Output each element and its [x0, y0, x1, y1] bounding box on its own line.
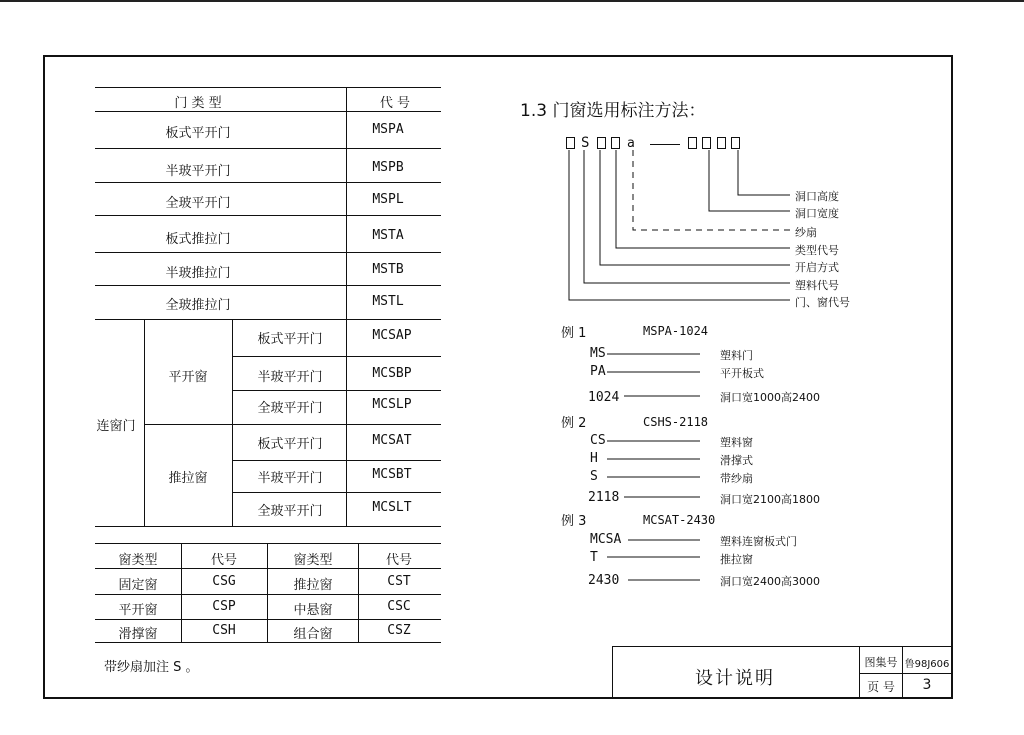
- win-cell: 推拉窗: [293, 578, 333, 593]
- example-key: 2118: [588, 490, 620, 505]
- atlas-label: 图集号: [864, 656, 898, 669]
- win-cell: CSZ: [387, 623, 411, 638]
- example-key: T: [590, 550, 598, 565]
- example-code: MSPA-1024: [643, 324, 709, 338]
- pattern-label: 洞口高度: [795, 190, 839, 203]
- win-cell: CSH: [212, 623, 236, 638]
- win-header: 代号: [210, 553, 238, 568]
- example-code: CSHS-2118: [643, 415, 709, 429]
- drawing-title: 设计说明: [695, 668, 775, 689]
- example-key: MCSA: [590, 532, 622, 547]
- pattern-label: 门、窗代号: [795, 296, 850, 309]
- example-key: H: [590, 451, 598, 466]
- door-row-code: MSTL: [372, 294, 404, 309]
- example-code: MCSAT-2430: [643, 513, 716, 527]
- example-value: 滑撑式: [720, 454, 753, 467]
- door-row-type: 全玻推拉门: [165, 298, 231, 313]
- example-value: 洞口宽1000高2400: [720, 391, 820, 404]
- pattern-a: a: [627, 136, 635, 151]
- example-key: 1024: [588, 390, 620, 405]
- screen-note: 带纱扇加注 S 。: [104, 660, 199, 675]
- pattern-label: 开启方式: [795, 261, 839, 274]
- atlas-value: 鲁98J606: [904, 659, 950, 670]
- door-header-type: 门 类 型: [174, 96, 222, 111]
- win-header: 窗类型: [293, 553, 333, 568]
- lc-row-code: MCSAP: [372, 328, 412, 343]
- win-cell: CSG: [212, 574, 236, 589]
- example-value: 推拉窗: [720, 553, 753, 566]
- example-key: CS: [590, 433, 606, 448]
- win-cell: CST: [387, 574, 411, 589]
- lc-row-type: 半玻平开门: [257, 370, 323, 385]
- lianchuang-group-label: 连窗门: [96, 419, 136, 434]
- lc-row-type: 全玻平开门: [257, 401, 323, 416]
- door-row-code: MSPL: [372, 192, 404, 207]
- lc-row-code: MCSLT: [372, 500, 412, 515]
- example-value: 带纱扇: [720, 472, 753, 485]
- win-cell: CSP: [212, 599, 236, 614]
- lc-row-code: MCSLP: [372, 397, 412, 412]
- example-label: 例 1: [561, 326, 587, 341]
- win-cell: 固定窗: [118, 578, 158, 593]
- win-header: 窗类型: [118, 553, 158, 568]
- lc-row-type: 板式平开门: [257, 437, 323, 452]
- win-header: 代号: [385, 553, 413, 568]
- page-value: 3: [922, 677, 932, 693]
- tui-window-label: 推拉窗: [168, 471, 208, 486]
- example-key: PA: [590, 364, 606, 379]
- lc-row-code: MCSBP: [372, 366, 412, 381]
- win-cell: 滑撑窗: [118, 627, 158, 642]
- example-value: 塑料连窗板式门: [720, 535, 797, 548]
- example-value: 平开板式: [720, 367, 764, 380]
- lc-row-code: MCSAT: [372, 433, 412, 448]
- lc-row-type: 全玻平开门: [257, 504, 323, 519]
- win-cell: CSC: [387, 599, 411, 614]
- door-row-code: MSTB: [372, 262, 404, 277]
- win-cell: 组合窗: [293, 627, 333, 642]
- win-cell: 平开窗: [118, 603, 158, 618]
- example-key: S: [590, 469, 598, 484]
- ping-window-label: 平开窗: [168, 370, 208, 385]
- win-cell: 中悬窗: [293, 603, 333, 618]
- pattern-label: 纱扇: [795, 226, 817, 239]
- example-value: 塑料窗: [720, 436, 753, 449]
- lc-row-type: 半玻平开门: [257, 471, 323, 486]
- pattern-s: S: [581, 135, 590, 151]
- example-value: 洞口宽2100高1800: [720, 493, 820, 506]
- section-title: 1.3 门窗选用标注方法：: [520, 101, 706, 121]
- example-label: 例 3: [561, 514, 587, 529]
- lc-row-type: 板式平开门: [257, 332, 323, 347]
- door-row-type: 半玻推拉门: [165, 266, 231, 281]
- door-row-type: 半玻平开门: [165, 164, 231, 179]
- example-key: 2430: [588, 573, 620, 588]
- door-row-code: MSPB: [372, 160, 404, 175]
- page-label: 页 号: [867, 680, 895, 694]
- door-header-code: 代 号: [379, 96, 411, 111]
- pattern-label: 洞口宽度: [795, 207, 839, 220]
- pattern-label: 塑料代号: [795, 279, 839, 292]
- example-key: MS: [590, 346, 606, 361]
- example-label: 例 2: [561, 416, 587, 431]
- example-value: 洞口宽2400高3000: [720, 575, 820, 588]
- door-row-code: MSTA: [372, 228, 404, 243]
- door-row-type: 板式平开门: [165, 126, 231, 141]
- pattern-label: 类型代号: [795, 244, 839, 257]
- door-row-type: 板式推拉门: [165, 232, 231, 247]
- door-row-type: 全玻平开门: [165, 196, 231, 211]
- example-value: 塑料门: [720, 349, 753, 362]
- lc-row-code: MCSBT: [372, 467, 412, 482]
- door-row-code: MSPA: [372, 122, 404, 137]
